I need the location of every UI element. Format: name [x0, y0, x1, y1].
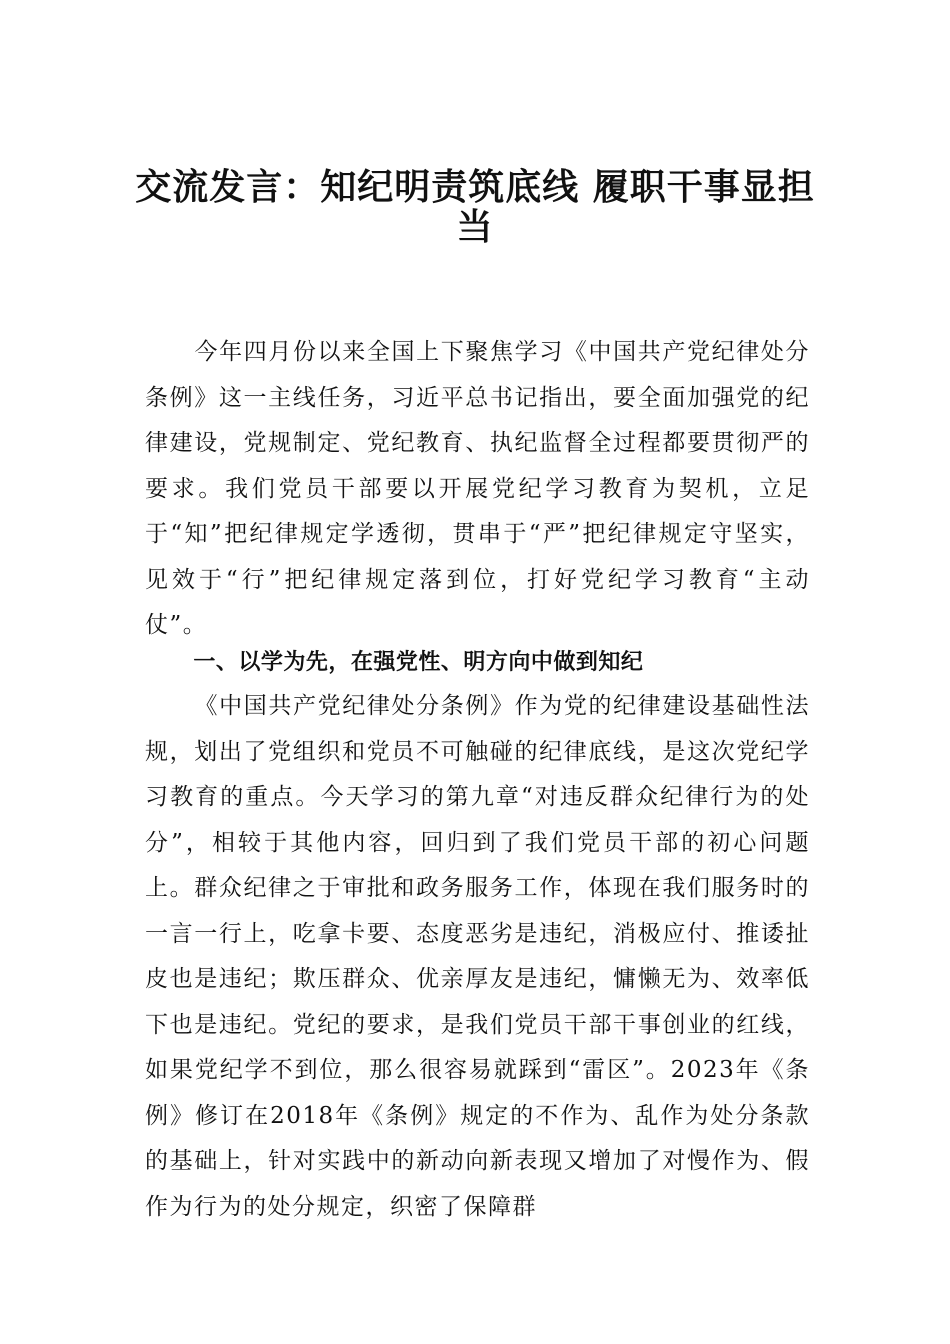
document-title: 交流发言：知纪明责筑底线 履职干事显担 — [135, 166, 815, 208]
body-paragraph: 《中国共产党纪律处分条例》作为党的纪律建设基础性法规，划出了党组织和党员不可触碰的纪律底线，是这次党纪学习教育的重点。今天学习的第九章“对违反群众纪律行为的处分”，相较于其他内容，回归到了我们党员干部的初心问题上。群众纪律之于审批和政务服务工作，体现在我们服务时的一言一行上，吃拿卡要、态度恶劣是违纪，消极应付、推诿扯皮也是违纪；欺压群众、优亲厚友是违纪，慵懒无为、效率低下也是违纪。党纪的要求，是我们党员干部干事创业的红线，如果党纪学不到位，那么很容易就踩到“雷区”。2023年《条例》修订在2018年《条例》规定的不作为、乱作为处分条款的基础上，针对实践中的新动向新表现又增加了对慢作为、假作为行为的处分规定，织密了保障群 — [145, 693, 810, 1220]
document-title-continued: 当 — [456, 206, 494, 248]
section-heading: 一、以学为先，在强党性、明方向中做到知纪 — [193, 650, 644, 675]
intro-paragraph: 今年四月份以来全国上下聚焦学习《中国共产党纪律处分条例》这一主线任务，习近平总书记指出，要全面加强党的纪律建设，党规制定、党纪教育、执纪监督全过程都要贯彻严的要求。我们党员干部要以开展党纪学习教育为契机，立足于“知”把纪律规定学透彻，贯串于“严”把纪律规定守坚实，见效于“行”把纪律规定落到位，打好党纪学习教育“主动仗”。 — [145, 339, 810, 638]
